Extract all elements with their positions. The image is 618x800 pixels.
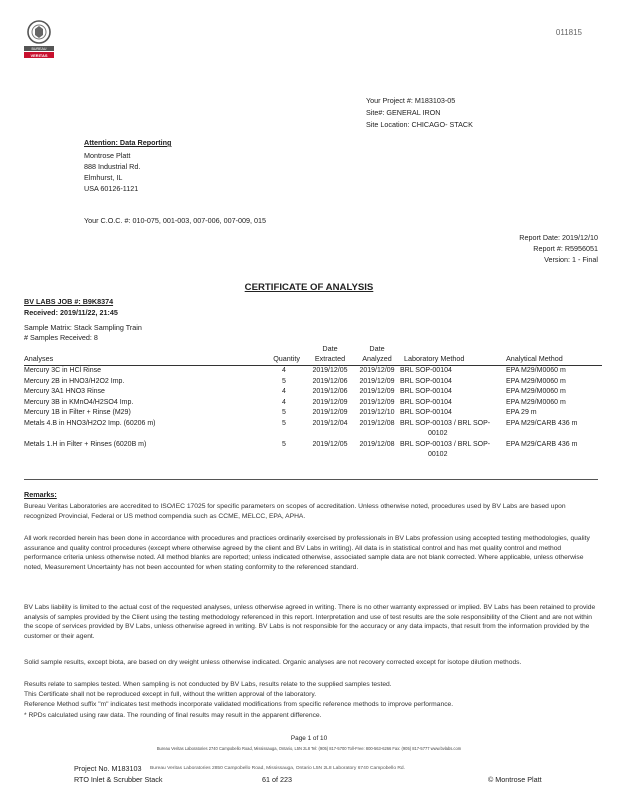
row-analytical-method: EPA M29/M0060 m	[506, 398, 566, 406]
attention-line-3: Elmhurst, IL	[84, 173, 123, 182]
attention-heading: Attention: Data Reporting	[84, 138, 172, 147]
site-location-line: Site Location: CHICAGO- STACK	[366, 120, 473, 129]
footer-page-line: Page 1 of 10	[290, 735, 328, 742]
row-lab-method: BRL SOP-00104	[400, 388, 452, 395]
project-line: Your Project #: M183103-05	[366, 96, 456, 105]
row-lab-method: BRL SOP-00104	[400, 367, 452, 374]
row-date-extracted: 2019/12/05	[312, 367, 348, 374]
table-row	[24, 398, 602, 409]
row-date-extracted: 2019/12/04	[312, 419, 348, 427]
row-analytical-method: EPA 29 m	[506, 409, 537, 416]
report-version: Version: 1 - Final	[544, 255, 598, 264]
footer-stack-label: RTO Inlet & Scrubber Stack	[74, 775, 163, 784]
site-line: Site#: GENERAL IRON	[366, 108, 441, 117]
remarks-paragraph-1: Bureau Veritas Laboratories are accredited to ISO/IEC 17025 for specific parameters on scopes of accreditation. Unless otherwise noted, procedures used by BV Labs are based upon recognized Provincial, Federal or US method compendia such as CCME, MELCC, EPA, APHA.	[24, 503, 566, 520]
bureau-veritas-logo	[22, 18, 56, 60]
remarks-paragraph-2: All work recorded herein has been done in accordance with procedures and practices ordinarily exercised by professionals in BV Labs profession using accepted testing methodologies, quality assurance and quality control procedures (except where otherwise agreed by the client and BV Labs in writing). All data is in statistical control and has met quality control and method performance criteria unless otherwise noted. All method blanks are reported; unless indicated otherwise, associated sample data are not blank corrected. Where applicable, unless otherwise noted, Measurement Uncertainty has not been accounted for when stating conformity to the referenced standard.	[24, 535, 590, 571]
row-quantity: 5	[282, 419, 286, 427]
remarks-paragraph-5: Results relate to samples tested. When sampling is not conducted by BV Labs, results relate to the supplied samples tested.	[24, 681, 392, 688]
row-date-analyzed: 2019/12/09	[359, 398, 395, 406]
row-analysis: Metals 1.H in Filter + Rinses (6020B m)	[24, 440, 147, 448]
row-analysis: Mercury 3B in KMnO4/H2SO4 Imp.	[24, 398, 134, 406]
header-analytical-method: Analytical Method	[498, 354, 602, 366]
row-lab-method: BRL SOP-00104	[400, 409, 452, 416]
row-quantity: 4	[282, 388, 286, 395]
remarks-paragraph-4: Solid sample results, except biota, are based on dry weight unless otherwise indicated. Organic analyses are not recovery corrected except for isotope dilution methods.	[24, 659, 522, 666]
row-quantity: 4	[282, 398, 286, 406]
footer-mid-text: Bureau Veritas Laboratories 2850 Campobello Road, Mississauga, Ontario L5N 2L8 Laboratory 6740 Campobello Rd.	[150, 766, 406, 771]
row-lab-method-line-1: BRL SOP-00103 / BRL SOP-	[400, 419, 491, 427]
attention-line-2: 888 Industrial Rd.	[84, 162, 141, 171]
row-date-analyzed: 2019/12/09	[359, 367, 395, 374]
row-lab-method: BRL SOP-00104	[400, 398, 452, 406]
footer-project-no: Project No. M183103	[74, 764, 142, 773]
row-date-extracted: 2019/12/06	[312, 388, 348, 395]
coc-line: Your C.O.C. #: 010-075, 001-003, 007-006, 007-009, 015	[84, 216, 266, 225]
row-date-extracted: 2019/12/05	[312, 440, 348, 448]
attention-line-1: Montrose Platt	[84, 151, 131, 160]
row-date-analyzed: 2019/12/09	[359, 377, 395, 385]
row-lab-method-line-1: BRL SOP-00103 / BRL SOP-	[400, 440, 491, 448]
row-date-extracted: 2019/12/09	[312, 409, 348, 416]
header-quantity: Quantity	[262, 354, 306, 366]
sample-matrix: Sample Matrix: Stack Sampling Train	[24, 323, 142, 332]
row-date-analyzed: 2019/12/09	[359, 388, 395, 395]
footer-page-of: 61 of 223	[262, 775, 292, 784]
analyses-table	[24, 344, 602, 461]
row-lab-method	[400, 419, 498, 440]
report-date: Report Date: 2019/12/10	[519, 233, 598, 242]
header-lab-method: Laboratory Method	[400, 354, 498, 366]
samples-received: # Samples Received: 8	[24, 333, 98, 342]
table-row	[24, 419, 602, 440]
footer-company: © Montrose Platt	[488, 775, 542, 784]
remarks-paragraph-6: This Certificate shall not be reproduced except in full, without the written approval of the laboratory.	[24, 691, 317, 698]
job-number: BV LABS JOB #: B9K8374	[24, 297, 114, 306]
header-date-extracted-2: Extracted	[306, 354, 354, 366]
row-analytical-method: EPA M29/CARB 436 m	[506, 440, 578, 448]
logo-brand-text: BUREAU	[31, 47, 47, 51]
table-row	[24, 377, 602, 388]
table-row	[24, 440, 602, 461]
header-date-extracted-1: Date	[322, 344, 338, 353]
row-date-analyzed: 2019/12/08	[359, 440, 395, 448]
row-date-analyzed: 2019/12/10	[359, 409, 395, 416]
header-analyses: Analyses	[24, 354, 262, 366]
row-analysis: Metals 4.B in HNO3/H2O2 Imp. (60206 m)	[24, 419, 156, 427]
report-number: Report #: R5956051	[533, 244, 598, 253]
row-quantity: 5	[282, 440, 286, 448]
row-analytical-method: EPA M29/M0060 m	[506, 388, 566, 395]
header-date-analyzed-2: Analyzed	[354, 354, 400, 366]
row-analytical-method: EPA M29/M0060 m	[506, 377, 566, 385]
row-date-extracted: 2019/12/06	[312, 377, 348, 385]
certificate-title: CERTIFICATE OF ANALYSIS	[244, 282, 374, 293]
remarks-paragraph-8: * RPDs calculated using raw data. The rounding of final results may result in the apparent difference.	[24, 712, 322, 719]
table-row	[24, 366, 602, 377]
table-row	[24, 387, 602, 398]
remarks-paragraph-3: BV Labs liability is limited to the actual cost of the requested analyses, unless otherwise agreed in writing. There is no other warranty expressed or implied. BV Labs has been retained to provide analysis of samples provided by the Client using the testing methodology referenced in this report. Interpretation and use of test results are the sole responsibility of the Client and are not within the scope of services provided by BV Labs, unless otherwise agreed in writing. BV Labs is not responsible for the accuracy or any data impacts, that result from the information provided by the customer or their agent.	[24, 604, 596, 640]
row-analytical-method: EPA M29/CARB 436 m	[506, 419, 578, 427]
remarks-paragraph-7: Reference Method suffix "m" indicates test methods incorporate validated modifications from specific reference methods to improve performance.	[24, 701, 454, 708]
row-quantity: 5	[282, 409, 286, 416]
row-date-analyzed: 2019/12/08	[359, 419, 395, 427]
row-quantity: 5	[282, 377, 286, 385]
row-lab-method	[400, 440, 498, 461]
row-analysis: Mercury 1B in Filter + Rinse (M29)	[24, 409, 131, 416]
row-lab-method: BRL SOP-00104	[400, 377, 452, 385]
row-lab-method-line-2: 00102	[428, 430, 448, 437]
page-number-top: 011815	[555, 28, 582, 37]
row-quantity: 4	[282, 367, 286, 374]
row-lab-method-line-2: 00102	[428, 451, 448, 458]
received-line: Received: 2019/11/22, 21:45	[24, 308, 118, 317]
row-date-extracted: 2019/12/09	[312, 398, 348, 406]
row-analysis: Mercury 3C in HCl Rinse	[24, 367, 102, 374]
row-analysis: Mercury 3A1 HNO3 Rinse	[24, 388, 105, 395]
table-bottom-divider	[24, 479, 598, 480]
table-row	[24, 408, 602, 419]
attention-line-4: USA 60126-1121	[84, 184, 139, 193]
remarks-heading: Remarks:	[24, 490, 57, 499]
logo-sub-text: VERITAS	[30, 52, 48, 58]
footer-address-line: Bureau Veritas Laboratories 2740 Campobello Road, Mississauga, Ontario, L5N 2L8 Tel: (905) 817-5700 Toll-Free: 800-563-6266 Fax: (905) 817-5777 www.bvlabs.com	[156, 746, 462, 751]
header-date-analyzed-1: Date	[369, 344, 385, 353]
row-analysis: Mercury 2B in HNO3/H2O2 Imp.	[24, 377, 125, 385]
row-analytical-method: EPA M29/M0060 m	[506, 367, 566, 374]
